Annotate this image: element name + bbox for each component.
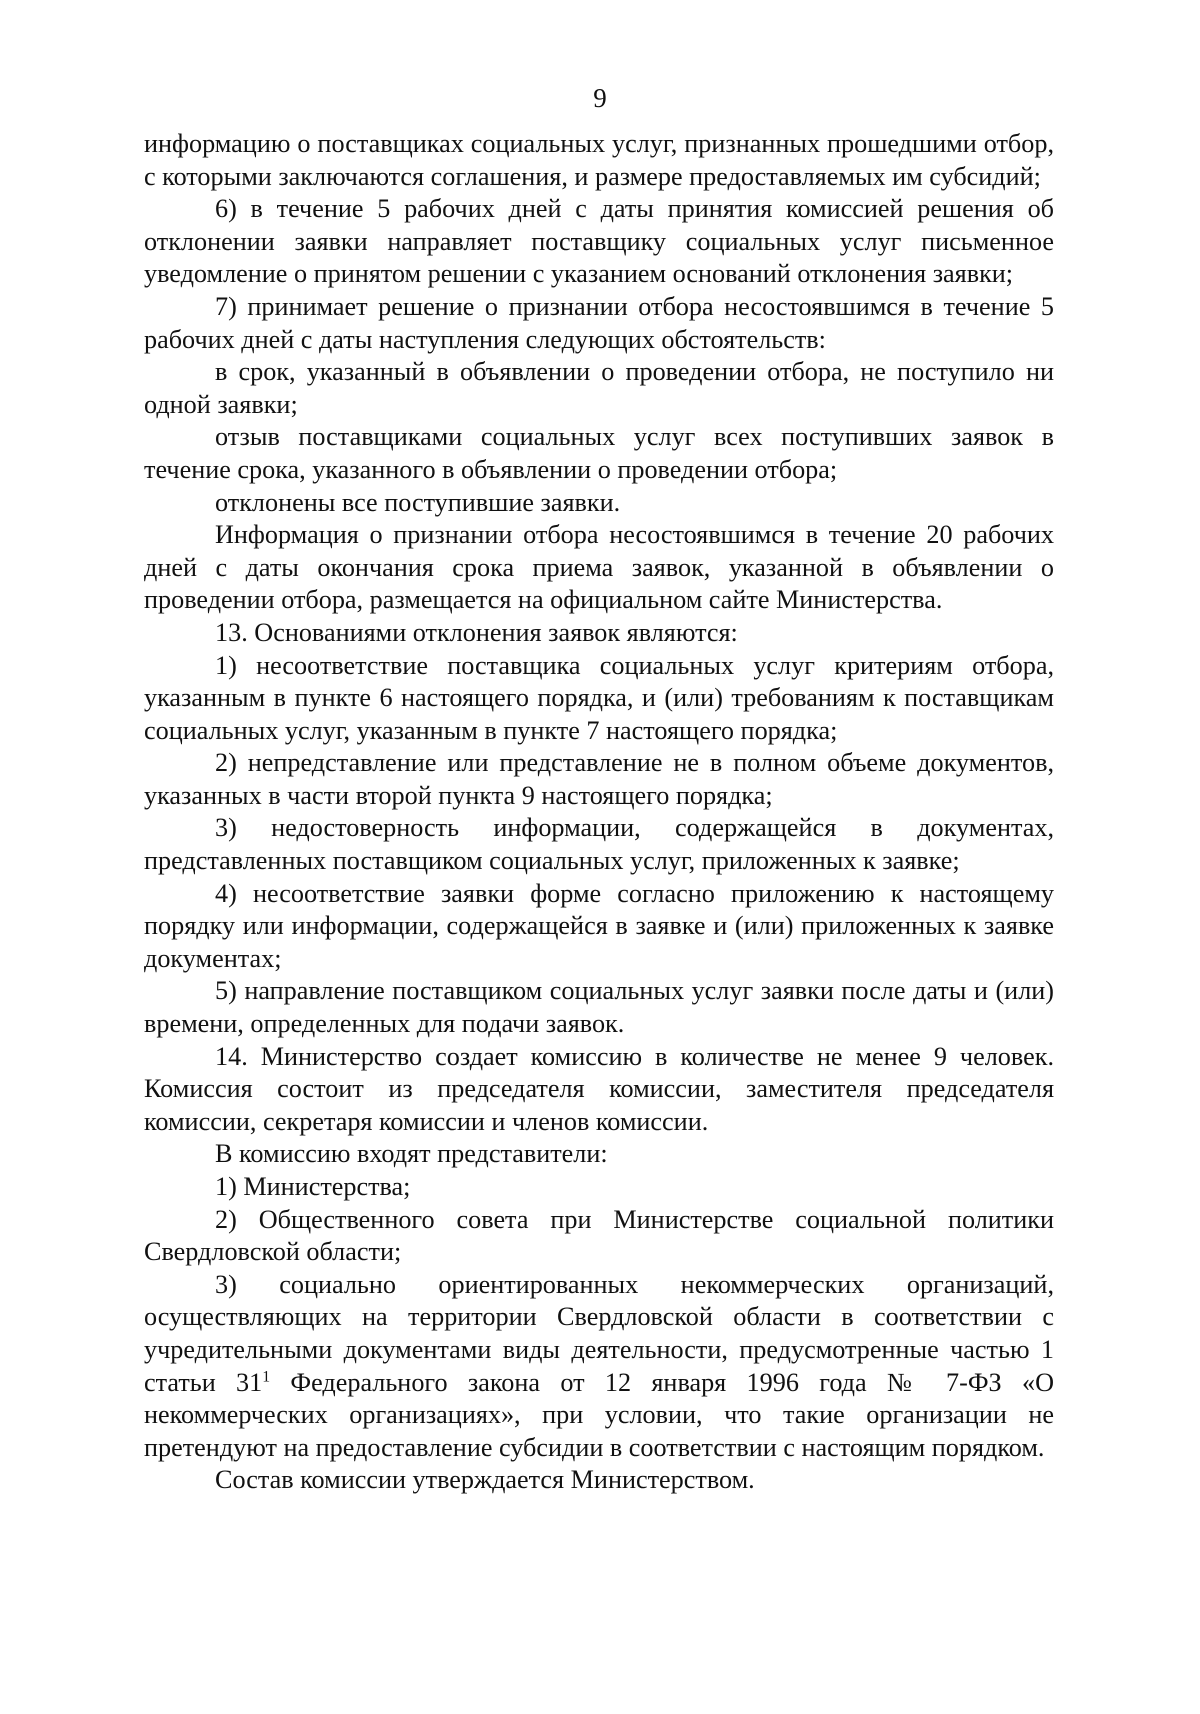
member-3-text-start: 3) социально ориентированных некоммерческих организаций, осуществляющих на территории Свердловской области в соответствии с учредительными документами виды деятельности, предусмотренные частью 1 статьи 31 bbox=[144, 1269, 1054, 1397]
rejection-ground-2: 2) непредставление или представление не в полном объеме документов, указанных в части второй пункта 9 настоящего порядка; bbox=[144, 748, 1054, 810]
commission-members-intro: В комиссию входят представители: bbox=[215, 1139, 608, 1169]
commission-approval: Состав комиссии утверждается Министерством. bbox=[215, 1465, 755, 1495]
clause-14: 14. Министерство создает комиссию в количестве не менее 9 человек. Комиссия состоит из председателя комиссии, заместителя председателя комиссии, секретаря комиссии и членов комиссии. bbox=[144, 1041, 1054, 1136]
paragraph-continuation: информацию о поставщиках социальных услуг, признанных прошедшими отбор, с которыми заключаются соглашения, и размере предоставляемых им субсидий; bbox=[144, 129, 1054, 191]
list-item-6: 6) в течение 5 рабочих дней с даты принятия комиссией решения об отклонении заявки направляет поставщику социальных услуг письменное уведомление о принятом решении с указанием оснований отклонения заявки; bbox=[144, 194, 1054, 289]
rejection-ground-3: 3) недостоверность информации, содержащейся в документах, представленных поставщиком социальных услуг, приложенных к заявке; bbox=[144, 813, 1054, 876]
commission-member-2: 2) Общественного совета при Министерстве социальной политики Свердловской области; bbox=[144, 1204, 1054, 1267]
commission-member-3 bbox=[144, 1269, 1054, 1465]
circumstance-all-rejected: отклонены все поступившие заявки. bbox=[215, 487, 621, 517]
rejection-ground-1: 1) несоответствие поставщика социальных услуг критериям отбора, указанным в пункте 6 настоящего порядка, и (или) требованиям к поставщикам социальных услуг, указанным в пункте 7 настоящего порядка; bbox=[144, 650, 1054, 745]
article-superscript: 1 bbox=[262, 1367, 271, 1385]
rejection-ground-5: 5) направление поставщиком социальных услуг заявки после даты и (или) времени, определенных для подачи заявок. bbox=[144, 976, 1054, 1039]
document-body bbox=[144, 128, 1054, 1497]
rejection-ground-4: 4) несоответствие заявки форме согласно приложению к настоящему порядку или информации, содержащейся в заявке и (или) приложенных к заявке документах; bbox=[144, 878, 1054, 973]
circumstance-withdrawal: отзыв поставщиками социальных услуг всех поступивших заявок в течение срока, указанного в объявлении о проведении отбора; bbox=[144, 422, 1054, 484]
paragraph-failed-selection-info: Информация о признании отбора несостоявшимся в течение 20 рабочих дней с даты окончания срока приема заявок, указанной в объявлении о проведении отбора, размещается на официальном сайте Министерства. bbox=[144, 520, 1054, 615]
commission-member-1: 1) Министерства; bbox=[215, 1172, 411, 1201]
member-3-text-end: Федерального закона от 12 января 1996 года № 7-ФЗ «О некоммерческих организациях», при условии, что такие организации не претендуют на предоставление субсидии в соответствии с настоящим порядком. bbox=[144, 1367, 1054, 1462]
page-number: 9 bbox=[593, 83, 607, 113]
list-item-7: 7) принимает решение о признании отбора несостоявшимся в течение 5 рабочих дней с даты наступления следующих обстоятельств: bbox=[144, 291, 1054, 354]
circumstance-no-applications: в срок, указанный в объявлении о проведении отбора, не поступило ни одной заявки; bbox=[144, 357, 1054, 419]
clause-13-heading: 13. Основаниями отклонения заявок являются: bbox=[215, 617, 738, 647]
